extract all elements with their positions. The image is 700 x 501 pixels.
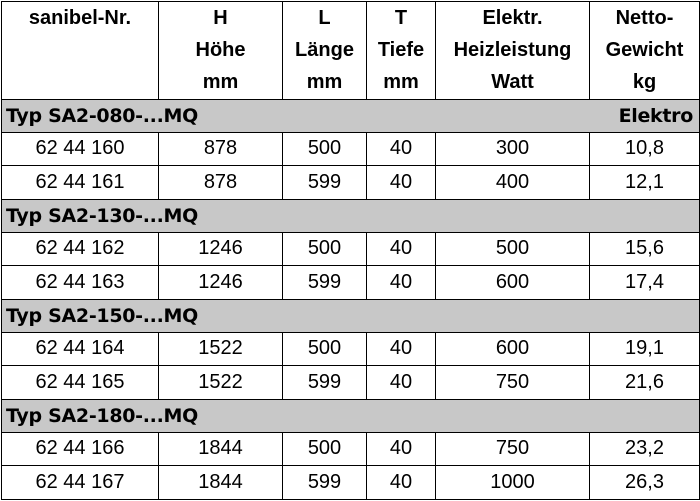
table-body — [2, 100, 700, 500]
cell-depth: 40 — [367, 132, 436, 166]
cell-net-weight: 23,2 — [590, 432, 700, 466]
cell-sanibel-nr: 62 44 164 — [2, 332, 159, 366]
cell-heating-power: 500 — [436, 232, 590, 266]
group-type-label: Typ SA2-080-...MQ — [6, 104, 198, 127]
cell-heating-power: 1000 — [436, 466, 590, 500]
cell-height: 1844 — [159, 432, 283, 466]
group-header-cell — [2, 100, 700, 133]
cell-heating-power: 400 — [436, 166, 590, 200]
cell-depth: 40 — [367, 366, 436, 400]
cell-sanibel-nr: 62 44 160 — [2, 132, 159, 166]
cell-sanibel-nr: 62 44 166 — [2, 432, 159, 466]
cell-length: 500 — [283, 332, 367, 366]
group-header-row — [2, 299, 700, 332]
cell-net-weight: 12,1 — [590, 166, 700, 200]
header-sanibel-nr: sanibel-Nr. — [2, 2, 159, 100]
group-header-cell — [2, 199, 700, 232]
group-type-label: Typ SA2-130-...MQ — [6, 204, 198, 227]
table-row — [2, 466, 700, 500]
group-header-row — [2, 399, 700, 432]
cell-height: 1522 — [159, 366, 283, 400]
table-row — [2, 366, 700, 400]
header-height: H Höhe mm — [159, 2, 283, 100]
cell-heating-power: 750 — [436, 432, 590, 466]
cell-depth: 40 — [367, 432, 436, 466]
cell-net-weight: 26,3 — [590, 466, 700, 500]
cell-heating-power: 600 — [436, 332, 590, 366]
group-type-label: Typ SA2-180-...MQ — [6, 404, 198, 427]
group-header-cell — [2, 299, 700, 332]
cell-length: 500 — [283, 232, 367, 266]
table-row — [2, 332, 700, 366]
cell-height: 1844 — [159, 466, 283, 500]
cell-length: 599 — [283, 266, 367, 300]
header-depth: T Tiefe mm — [367, 2, 436, 100]
group-header-row — [2, 100, 700, 133]
cell-length: 500 — [283, 132, 367, 166]
cell-depth: 40 — [367, 232, 436, 266]
cell-sanibel-nr: 62 44 163 — [2, 266, 159, 300]
cell-net-weight: 10,8 — [590, 132, 700, 166]
cell-sanibel-nr: 62 44 165 — [2, 366, 159, 400]
cell-depth: 40 — [367, 266, 436, 300]
header-net-weight: Netto- Gewicht kg — [590, 2, 700, 100]
cell-net-weight: 15,6 — [590, 232, 700, 266]
cell-height: 1522 — [159, 332, 283, 366]
cell-length: 599 — [283, 466, 367, 500]
group-extra-label: Elektro — [618, 104, 693, 127]
cell-height: 1246 — [159, 266, 283, 300]
cell-net-weight: 21,6 — [590, 366, 700, 400]
group-header-cell — [2, 399, 700, 432]
cell-depth: 40 — [367, 166, 436, 200]
group-header-row — [2, 199, 700, 232]
header-heating-power: Elektr. Heizleistung Watt — [436, 2, 590, 100]
cell-length: 500 — [283, 432, 367, 466]
cell-height: 1246 — [159, 232, 283, 266]
cell-net-weight: 19,1 — [590, 332, 700, 366]
cell-height: 878 — [159, 132, 283, 166]
cell-heating-power: 750 — [436, 366, 590, 400]
header-row — [2, 2, 700, 100]
table-row — [2, 232, 700, 266]
cell-sanibel-nr: 62 44 167 — [2, 466, 159, 500]
cell-depth: 40 — [367, 332, 436, 366]
header-length: L Länge mm — [283, 2, 367, 100]
cell-heating-power: 600 — [436, 266, 590, 300]
spec-table — [1, 1, 700, 500]
table-row — [2, 166, 700, 200]
cell-height: 878 — [159, 166, 283, 200]
cell-sanibel-nr: 62 44 161 — [2, 166, 159, 200]
table-row — [2, 432, 700, 466]
cell-length: 599 — [283, 166, 367, 200]
cell-sanibel-nr: 62 44 162 — [2, 232, 159, 266]
table-row — [2, 132, 700, 166]
cell-length: 599 — [283, 366, 367, 400]
cell-heating-power: 300 — [436, 132, 590, 166]
group-type-label: Typ SA2-150-...MQ — [6, 304, 198, 327]
cell-net-weight: 17,4 — [590, 266, 700, 300]
cell-depth: 40 — [367, 466, 436, 500]
table-row — [2, 266, 700, 300]
